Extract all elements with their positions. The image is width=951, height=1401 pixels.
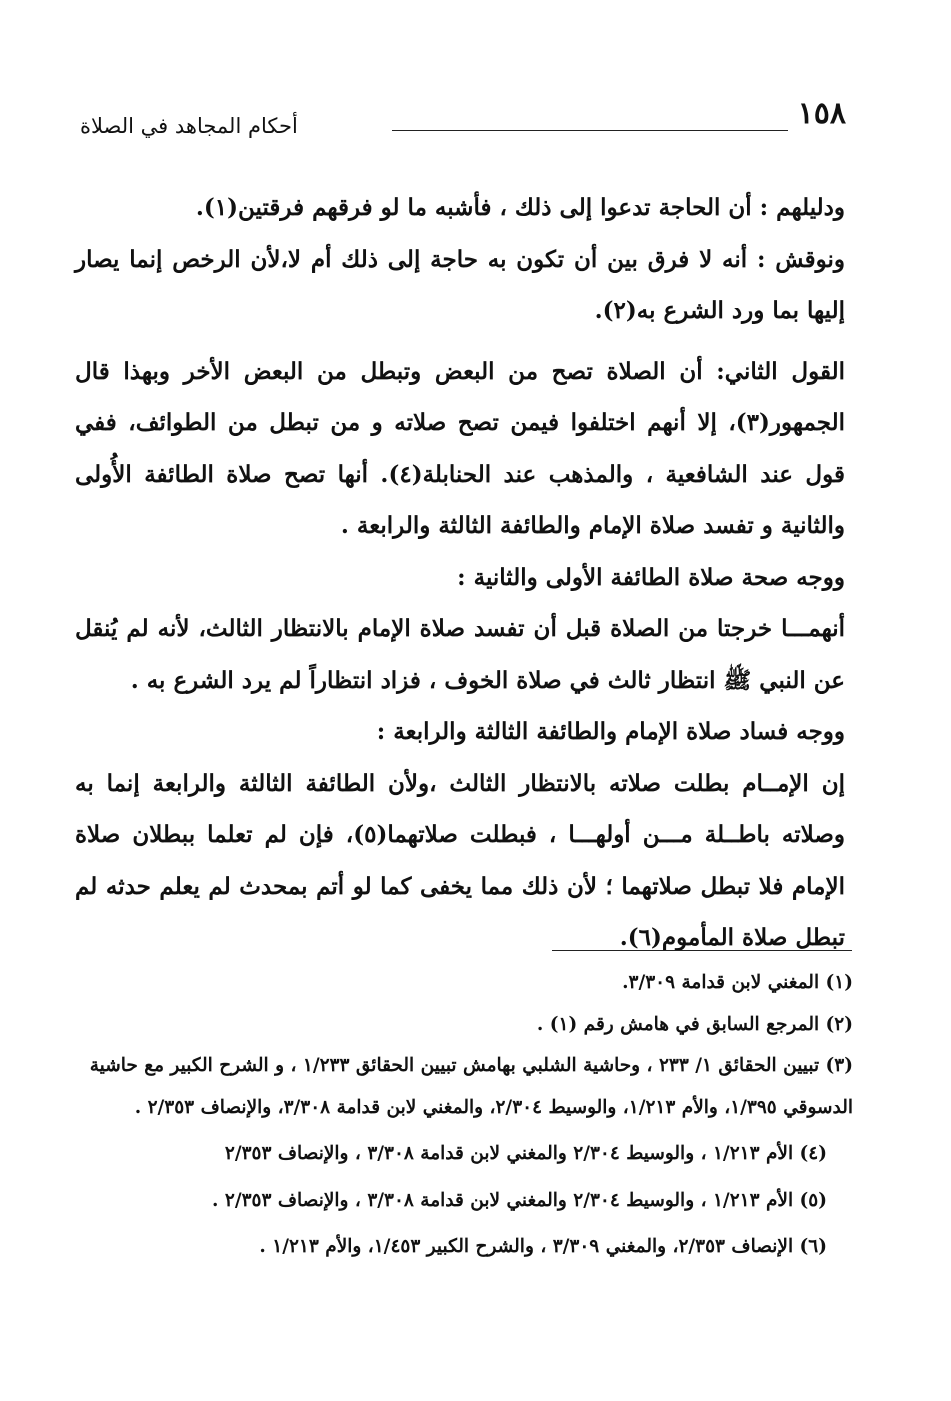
heading-invalidity: ووجه فساد صلاة الإمام والطائفة الثالثة والرابعة :: [376, 718, 845, 745]
footnote-6: (٦) الإنصاف ٢/٣٥٣، والمغني ٣/٣٠٩ ، والشرح الكبير ١/٤٥٣، والأم ١/٢١٣ .: [259, 1236, 827, 1257]
footnote-separator: [552, 950, 852, 951]
paragraph-evidence: ودليلهم : أن الحاجة تدعوا إلى ذلك ، فأشبه ما لو فرقهم فرقتين(١).: [195, 194, 845, 221]
page-number: ١٥٨: [797, 96, 846, 131]
main-text: [75, 182, 845, 964]
paragraph-validity: أنهمـــا خرجتا من الصلاة قبل أن تفسد صلاة الإمام بالانتظار الثالث، لأنه لم يُنقل عن النبي ﷺ انتظار ثالث في صلاة الخوف ، فزاد انتظاراً لم يرد الشرع به .: [75, 615, 845, 694]
heading-validity: ووجه صحة صلاة الطائفة الأولى والثانية :: [457, 563, 845, 591]
header-rule: [392, 130, 788, 131]
footnote-5: (٥) الأم ١/٢١٣ ، والوسيط ٢/٣٠٤ والمغني لابن قدامة ٣/٣٠٨ ، والإنصاف ٢/٣٥٣ .: [212, 1189, 827, 1211]
footnotes: [83, 962, 853, 1268]
page-header: [80, 90, 860, 140]
paragraph-second-opinion: القول الثاني: أن الصلاة تصح من البعض وتبطل من البعض الأخر وبهذا قال الجمهور(٣)، إلا أنهم اختلفوا فيمن تصح صلاته و من تبطل من الطوائف، ففي قول عند الشافعية ، والمذهب عند الحنابلة(٤). أنها تصح صلاة الطائفة الأُولى والثانية و تفسد صلاة الإمام والطائفة الثالثة والرابعة .: [75, 357, 845, 539]
footnote-2: (٢) المرجع السابق في هامش رقم (١) .: [536, 1013, 853, 1035]
footnote-1: (١) المغني لابن قدامة ٣/٣٠٩.: [622, 972, 853, 993]
paragraph-objection: ونوقش : أنه لا فرق بين أن تكون به حاجة إلى ذلك أم لا،لأن الرخص إنما يصار إليها بما ورد الشرع به(٢).: [75, 245, 845, 324]
paragraph-invalidity: إن الإمــام بطلت صلاته بالانتظار الثالث ،ولأن الطائفة الثالثة والرابعة إنما به وصلاته باطــلة مـــن أولهـــا ، فبطلت صلاتهما(٥)، فإن لم تعلما ببطلان صلاة الإمام فلا تبطل صلاتهما ؛ لأن ذلك مما يخفى كما لو أتم بمحدث لم يعلم حدثه لم تبطل صلاة المأموم(٦).: [75, 769, 845, 951]
footnote-3: (٣) تبيين الحقائق ١/ ٢٣٣ ، وحاشية الشلبي بهامش تبيين الحقائق ١/٢٣٣ ، و الشرح الكبير مع حاشية الدسوقي ١/٣٩٥، والأم ١/٢١٣، والوسيط ٢/٣٠٤، والمغني لابن قدامة ٣/٣٠٨، والإنصاف ٢/٣٥٣ .: [89, 1055, 853, 1118]
running-title: أحكام المجاهد في الصلاة: [80, 114, 298, 138]
footnote-4: (٤) الأم ١/٢١٣ ، والوسيط ٢/٣٠٤ والمغني لابن قدامة ٣/٣٠٨ ، والإنصاف ٢/٣٥٣: [224, 1143, 827, 1164]
